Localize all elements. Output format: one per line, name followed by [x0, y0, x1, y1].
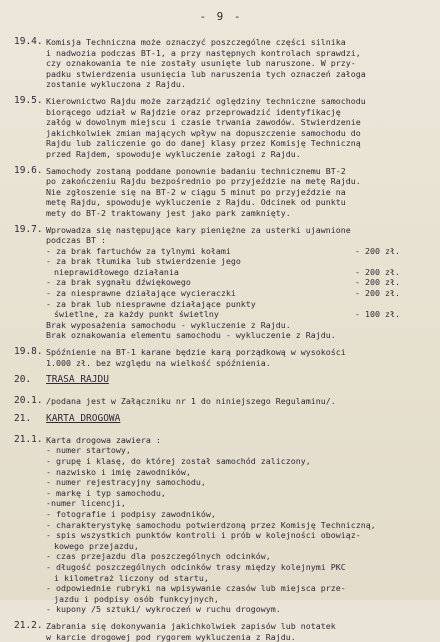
page-number: - 9 - — [14, 10, 428, 23]
text-line: załóg w dowolnym miejscu i czasie trwania zawodów. Stwierdzenie — [46, 117, 428, 128]
list-item: - markę i typ samochodu, — [46, 488, 428, 499]
section-21-1 — [14, 435, 428, 615]
text-line: i nadwozia podczas BT-1, a przy następnych kontrolach sprawdzi, — [46, 48, 428, 59]
fine-amount — [400, 299, 428, 310]
list-item: - spis wszystkich punktów kontroli i prób w kolejności obowiąz- — [46, 530, 428, 541]
heading-trasa-rajdu — [14, 374, 428, 386]
fine-row — [46, 288, 428, 299]
section-number: 21. — [14, 413, 46, 425]
text-line: /podana jest w Załączniku nr 1 do niniejszego Regulaminu/. — [46, 396, 428, 407]
text-line: metę Rajdu, spowoduje wykluczenie z Rajdu. Odcinek od punktu — [46, 197, 428, 208]
section-number: 21.1. — [14, 435, 46, 615]
section-number: 21.2. — [14, 621, 46, 642]
section-body — [46, 225, 428, 342]
fine-row — [46, 256, 428, 267]
list-item: - charakterystykę samochodu potwierdzoną przez Komisję Techniczną, — [46, 520, 428, 531]
list-item: - odpowiednie rubryki na wpisywanie czasów lub miejsca prze- — [46, 583, 428, 594]
fine-item: świetlne, za każdy punkt świetlny — [46, 309, 219, 320]
section-number: 20. — [14, 374, 46, 386]
heading-karta-drogowa — [14, 413, 428, 425]
section-number: 19.8. — [14, 347, 46, 368]
text-line: podczas BT : — [46, 235, 428, 246]
text-line: Nie zgłoszenie się na BT-2 w ciągu 5 minut po przyjeździe na — [46, 187, 428, 198]
text-line: Wprowadza się następujące kary pieniężne za usterki ujawnione — [46, 225, 428, 236]
section-19-7 — [14, 225, 428, 342]
text-line: Komisja Techniczna może oznaczyć poszczególne części silnika — [46, 37, 428, 48]
text-line: Spóźnienie na BT-1 karane będzie karą porządkową w wysokości — [46, 347, 428, 358]
text-line: Brak oznakowania elementu samochodu - wykluczenie z Rajdu. — [46, 330, 428, 341]
list-item: -numer licencji, — [46, 498, 428, 509]
text-line: czy oznakowania te nie zostały usunięte lub naruszone. W przy- — [46, 58, 428, 69]
fine-amount — [400, 256, 428, 267]
fine-row — [46, 299, 428, 310]
list-item: - numer rejestracyjny samochodu, — [46, 477, 428, 488]
fine-item: - za brak sygnału dźwiękowego — [46, 277, 191, 288]
section-title: TRASA RAJDU — [46, 374, 109, 386]
list-item: i kilometraż liczony od startu, — [46, 573, 428, 584]
section-19-8 — [14, 347, 428, 368]
text-line: 1.000 zł. bez względu na wielkość spóźnienia. — [46, 358, 428, 369]
text-line: jakichkolwiek zmian mających wpływ na dopuszczenie samochodu do — [46, 128, 428, 139]
text-line: Karta drogowa zawiera : — [46, 435, 428, 446]
text-line: zostanie wykluczona z Rajdu. — [46, 79, 428, 90]
list-item: - numer startowy, — [46, 445, 428, 456]
section-number: 19.6. — [14, 166, 46, 219]
fine-row — [46, 277, 428, 288]
section-21-2 — [14, 621, 428, 642]
fine-amount: - 200 zł. — [355, 277, 428, 288]
fine-amount: - 200 zł. — [355, 288, 428, 299]
section-body — [46, 166, 428, 219]
list-item: - czas przejazdu dla poszczególnych odcinków, — [46, 551, 428, 562]
text-line: Samochody zostaną poddane ponownie badaniu technicznemu BT-2 — [46, 166, 428, 177]
text-line: biorącego udział w Rajdzie oraz przeprowadzić identyfikację — [46, 107, 428, 118]
section-number: 19.5. — [14, 96, 46, 160]
list-item: - kupony /5 sztuki/ wykroczeń w ruchu drogowym. — [46, 604, 428, 615]
section-19-4 — [14, 37, 428, 90]
list-item: - nazwisko i imię zawodników, — [46, 467, 428, 478]
list-item: jazdu i podpisy osób funkcyjnych, — [46, 594, 428, 605]
section-number: 19.4. — [14, 37, 46, 90]
text-line: po zakończeniu Rajdu bezpośrednio po przyjeździe na metę Rajdu. — [46, 176, 428, 187]
list-item: - długość poszczególnych odcinków trasy między kolejnymi PKC — [46, 562, 428, 573]
fine-item: - za niesprawne działające wycieraczki — [46, 288, 236, 299]
text-line: przed Rajdem, spowoduje wykluczenie załogi z Rajdu. — [46, 149, 428, 160]
section-body — [46, 396, 428, 407]
section-19-6 — [14, 166, 428, 219]
section-body — [46, 347, 428, 368]
section-title: KARTA DROGOWA — [46, 413, 120, 425]
section-number: 19.7. — [14, 225, 46, 342]
section-number: 20.1. — [14, 396, 46, 407]
section-body — [46, 96, 428, 160]
text-line: w karcie drogowej pod rygorem wykluczenia z Rajdu. — [46, 632, 428, 642]
fine-item: - za brak fartuchów za tylnymi kołami — [46, 246, 231, 257]
fine-item: nieprawidłowego działania — [46, 267, 179, 278]
text-line: Rajdu lub zaliczenie go do danej klasy przez Komisję Techniczną — [46, 138, 428, 149]
text-line: Brak wyposażenia samochodu - wykluczenie z Rajdu. — [46, 320, 428, 331]
fine-row — [46, 267, 428, 278]
text-line: Kierownictwo Rajdu może zarządzić oględziny techniczne samochodu — [46, 96, 428, 107]
fine-item: - za brak tłumika lub stwierdzenie jego — [46, 256, 241, 267]
section-20-1 — [14, 396, 428, 407]
fine-row — [46, 309, 428, 320]
section-19-5 — [14, 96, 428, 160]
list-item: - grupę i klasę, do której został samochód zaliczony, — [46, 456, 428, 467]
fine-amount: - 100 zł. — [355, 309, 428, 320]
fine-row — [46, 246, 428, 257]
text-line: mety do BT-2 traktowany jest jako park zamknięty. — [46, 208, 428, 219]
section-body — [46, 435, 428, 615]
fine-amount: - 200 zł. — [355, 267, 428, 278]
list-item: - fotografie i podpisy zawodników, — [46, 509, 428, 520]
section-body — [46, 37, 428, 90]
fine-amount: - 200 zł. — [355, 246, 428, 257]
fine-item: - za brak lub niesprawne działające punkty — [46, 299, 256, 310]
section-body — [46, 621, 428, 642]
text-line: padku stwierdzenia usunięcia lub naruszenia tych oznaczeń załoga — [46, 69, 428, 80]
text-line: Zabrania się dokonywania jakichkolwiek zapisów lub notatek — [46, 621, 428, 632]
list-item: kowego przejazdu, — [46, 541, 428, 552]
